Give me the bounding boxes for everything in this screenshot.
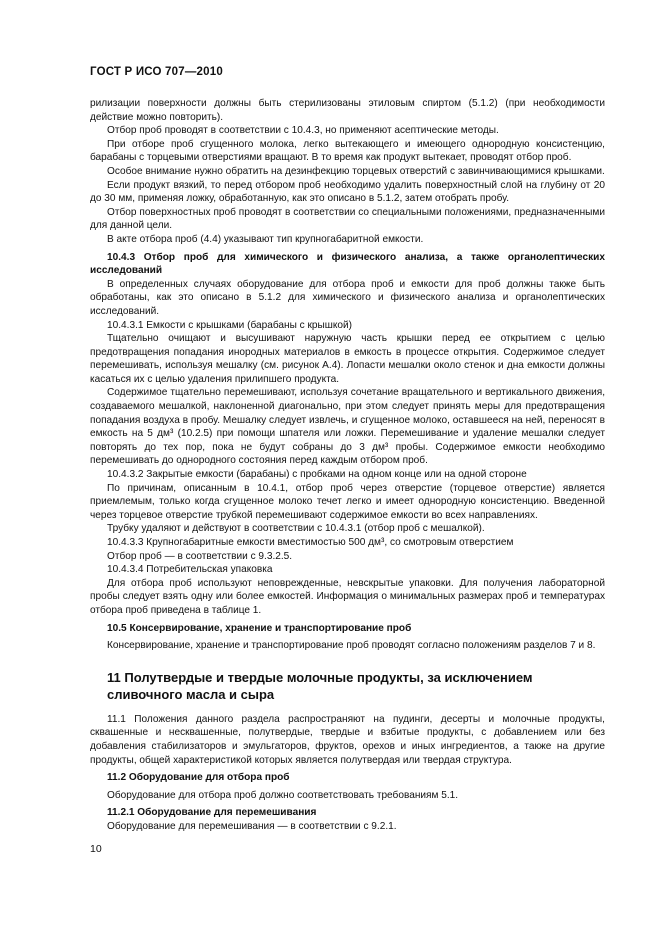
- paragraph: Трубку удаляют и действуют в соответствии с 10.4.3.1 (отбор проб с мешалкой).: [107, 523, 485, 535]
- paragraph: Если продукт вязкий, то перед отбором проб необходимо удалить поверхностный слой на глубину от 20 до 30 мм, применяя ложку, обработанную, как это описано в 5.1.2, затем отобрать пробу.: [90, 179, 605, 205]
- section-heading: 11 Полутвердые и твердые молочные продукты, за исключением сливочного масла и сыра: [107, 669, 533, 702]
- document-header: ГОСТ Р ИСО 707—2010: [90, 66, 223, 78]
- paragraph: Оборудование для отбора проб должно соответствовать требованиям 5.1.: [107, 789, 459, 801]
- paragraph: 10.4.3.1 Емкости с крышками (барабаны с крышкой): [107, 319, 353, 331]
- paragraph: Оборудование для перемешивания — в соответствии с 9.2.1.: [107, 820, 397, 832]
- paragraph: 10.4.3.4 Потребительская упаковка: [107, 564, 273, 576]
- paragraph: Консервирование, хранение и транспортирование проб проводят согласно положениям разделов 7 и 8.: [107, 640, 596, 652]
- paragraph: Для отбора проб используют неповрежденные, невскрытые упаковки. Для получения лабораторной пробы следует взять одну или более емкостей. Информация о минимальных размерах проб и температурах отбора проб приведена в таблице 1.: [90, 577, 605, 616]
- paragraph: Содержимое тщательно перемешивают, используя сочетание вращательного и вертикального движения, создаваемого мешалкой, наклоненной диагонально, при этом следует принять меры для предотвращения попадания воздуха в пробу. Мешалку следует извлечь, и сгущенное молоко, оставшееся на ней, переносят в емкость на 5 дм³ (10.2.5) при помощи шпателя или ложки. Перемешивание и удаление мешалки следует повторять до тех пор, пока не будут собраны до 3 дм³ пробы. Содержимое емкости необходимо перемешивать до однородного состояния перед каждым отбором проб.: [90, 387, 605, 467]
- paragraph: Отбор проб — в соответствии с 9.3.2.5.: [107, 550, 293, 562]
- subsection-heading: 10.4.3 Отбор проб для химического и физического анализа, а также органолептических исследований: [90, 251, 605, 277]
- paragraph: В акте отбора проб (4.4) указывают тип крупногабаритной емкости.: [107, 233, 424, 245]
- paragraph: Отбор проб проводят в соответствии с 10.4.3, но применяют асептические методы.: [107, 125, 499, 137]
- document-body: [90, 97, 605, 834]
- paragraph: 10.4.3.2 Закрытые емкости (барабаны) с пробками на одном конце или на одной стороне: [107, 469, 527, 481]
- paragraph: Особое внимание нужно обратить на дезинфекцию торцевых отверстий с завинчивающимися крышками.: [107, 165, 605, 177]
- subsection-heading: 10.5 Консервирование, хранение и транспортирование проб: [107, 622, 412, 634]
- paragraph: По причинам, описанным в 10.4.1, отбор проб через отверстие (торцевое отверстие) является приемлемым, только когда сгущенное молоко течет легко и имеет однородную консистенцию. Введенной через торцевое отверстие трубкой перемешивают содержимое емкости во всех направлениях.: [90, 482, 605, 521]
- subsection-heading: 11.2.1 Оборудование для перемешивания: [107, 807, 317, 819]
- paragraph: рилизации поверхности должны быть стерилизованы этиловым спиртом (5.1.2) (при необходимости действие можно повторить).: [90, 98, 605, 123]
- subsection-heading: 11.2 Оборудование для отбора проб: [107, 772, 290, 784]
- paragraph: Тщательно очищают и высушивают наружную часть крышки перед ее открытием с целью предотвращения попадания инородных материалов в емкость в процессе открытия. Содержимое следует перемешивать, используя мешалку (см. рисунок А.4). Лопасти мешалки около стенок и дна емкости должны касаться их с целью удаления прилипшего продукта.: [90, 333, 605, 385]
- paragraph: 10.4.3.3 Крупногабаритные емкости вместимостью 500 дм³, со смотровым отверстием: [107, 537, 514, 548]
- paragraph: Отбор поверхностных проб проводят в соответствии со специальными положениями, предназначенными для данной цели.: [90, 206, 605, 232]
- paragraph: 11.1 Положения данного раздела распространяют на пудинги, десерты и молочные продукты, сквашенные и несквашенные, полутвердые, твердые и взбитые продукты, с добавлением или без добавления стабилизаторов и эмульгаторов, фруктов, орехов и иных ингредиентов, а также на другие продукты, общей характеристикой которых является полутвердая или твердая структура.: [90, 713, 605, 766]
- page-number: 10: [90, 843, 102, 855]
- paragraph: При отборе проб сгущенного молока, легко вытекающего и имеющего однородную консистенцию, барабаны с торцевыми отверстиями вращают. В то время как продукт вытекает, проводят отбор проб.: [90, 138, 605, 164]
- paragraph: В определенных случаях оборудование для отбора проб и емкости для проб должны также быть обработаны, как это описано в 5.1.2 для химического и физического анализа и органолептических исследований.: [90, 278, 605, 317]
